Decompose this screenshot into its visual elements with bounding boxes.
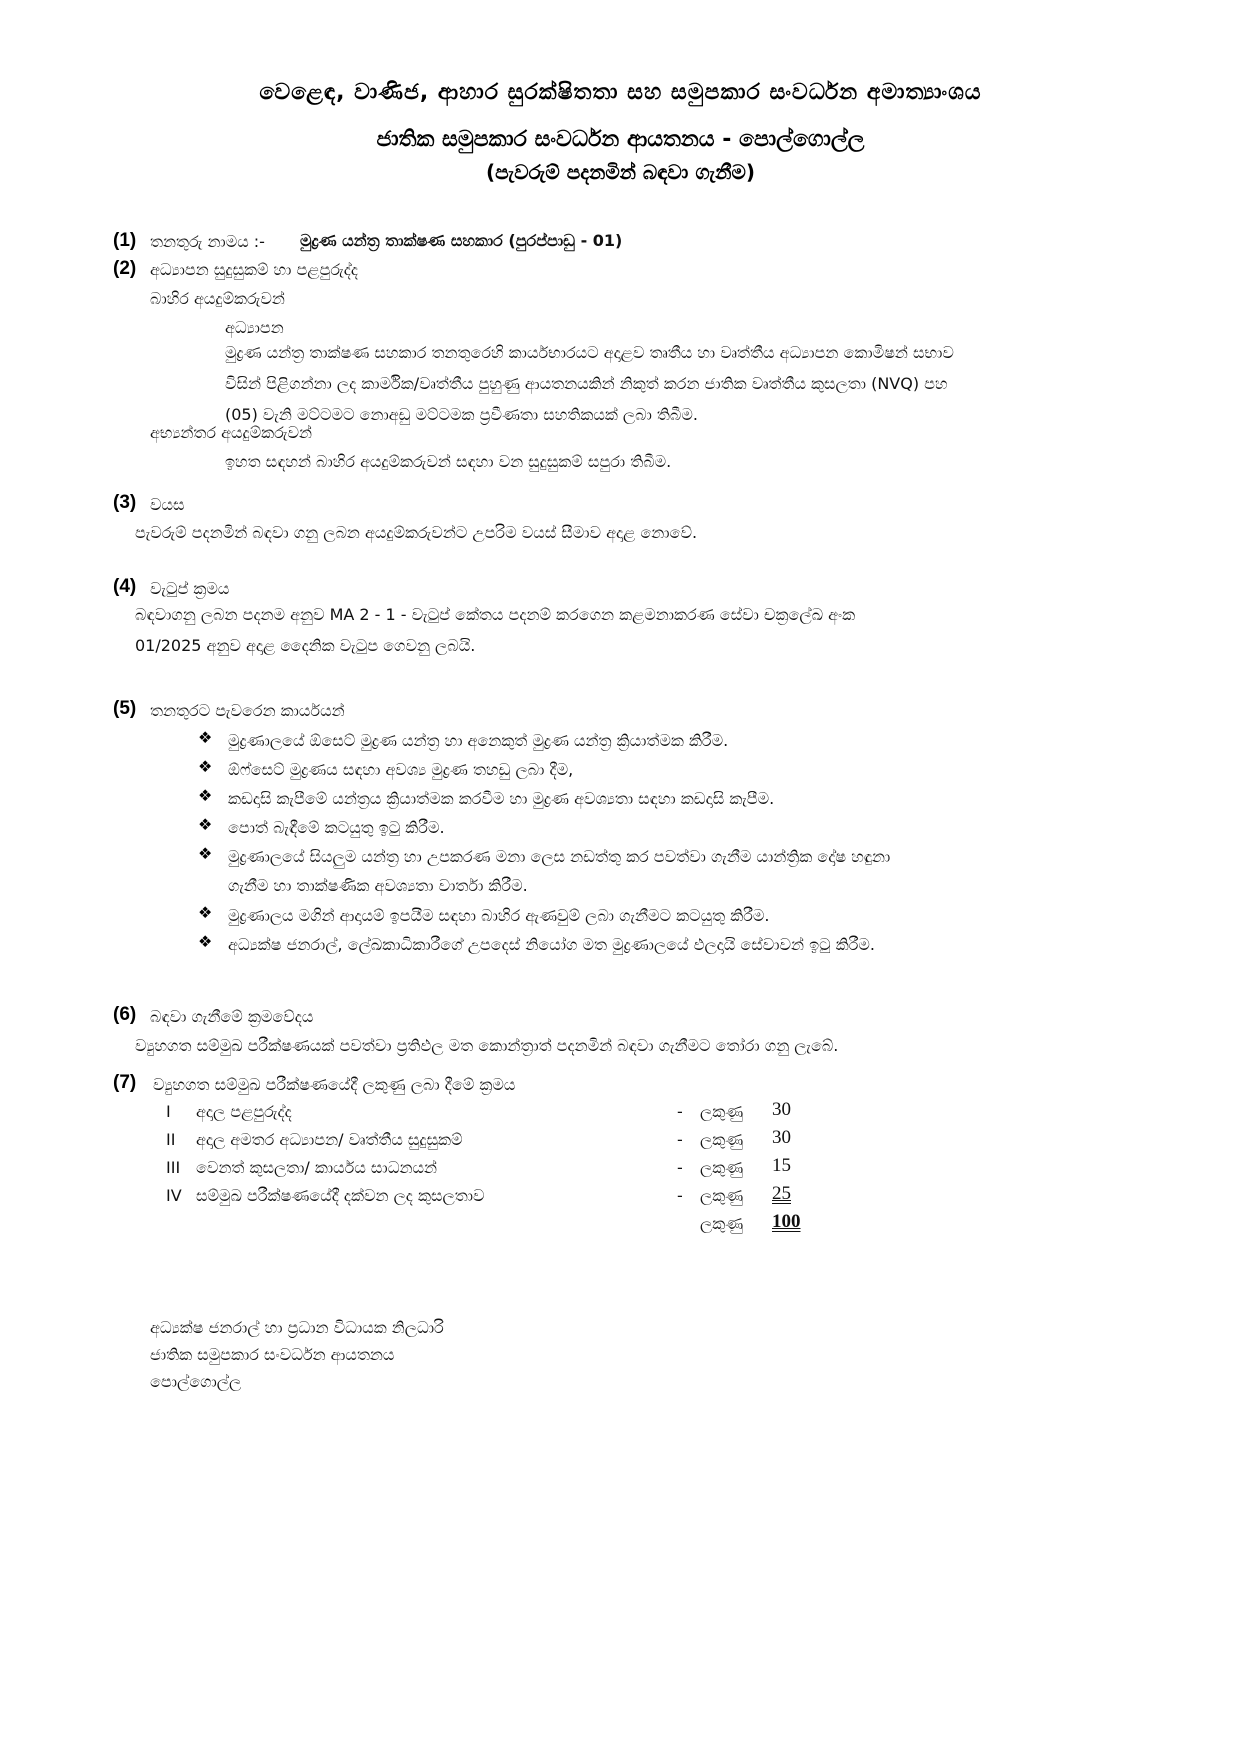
marks-unit: ලකුණු (700, 1186, 744, 1205)
ministry-title: වෙළෙඳ, වාණිජ, ආහාර සුරක්ෂිතතා සහ සමුපකාර සංවර්ධන අමාත්‍යාංශය (259, 80, 982, 105)
roman-numeral: IV (166, 1186, 182, 1205)
marks-value: 15 (772, 1155, 791, 1176)
roman-numeral: II (166, 1130, 176, 1149)
recruitment-subtitle: (පැවරුම් පදනමින් බඳවා ගැනීම) (485, 160, 755, 184)
external-qualification-text (225, 337, 954, 430)
section-number: (2) (113, 258, 137, 279)
marks-total: 100 (772, 1211, 801, 1232)
criterion: සම්මුඛ පරීක්ෂණයේදී දක්වන ලද කුසලතාව (196, 1186, 485, 1205)
marks-unit: ලකුණු (700, 1130, 744, 1149)
institute-title: ජාතික සමුපකාර සංවර්ධන ආයතනය - පොල්ගොල්ල (376, 127, 865, 152)
marks-value: 25 (772, 1183, 791, 1204)
post-name-value: මුද්‍රණ යන්ත්‍ර තාක්ෂණ සහකාර (පුරප්පාඩු - 01) (300, 231, 623, 250)
section-heading: බඳවා ගැනීමේ ක්‍රමවේදය (150, 1007, 314, 1026)
section-number: (6) (113, 1004, 137, 1025)
paragraph-line: විසින් පිළිගන්නා ලද කාර්මික/වෘත්තීය පුහුණු ආයතනයකින් නිකුත් කරන ජාතික වෘත්තීය කුසලතා (NVQ) පහ (225, 374, 948, 393)
signatory-institute: ජාතික සමුපකාර සංවර්ධන ආයතනය (150, 1345, 395, 1364)
paragraph-line: 01/2025 අනුව අදාළ දෛනික වැටුප ගෙවනු ලබයි. (135, 636, 476, 655)
section-heading: අධ්‍යාපන සුදුසුකම් හා පළපුරුද්ද (150, 260, 358, 279)
section-number: (7) (113, 1072, 137, 1093)
paragraph-line: බඳවාගනු ලබන පදනම අනුව MA 2 - 1 - වැටුප් කේතය පදනම් කරගෙන කළමනාකරණ සේවා චක්‍රලේඛ අංක (135, 605, 856, 624)
roman-numeral: I (166, 1102, 171, 1121)
dash: - (677, 1102, 683, 1121)
education-subheading: අධ්‍යාපන (225, 318, 284, 337)
section-heading: ව්‍යුහගත සම්මුඛ පරීක්ෂණයේදී ලකුණු ලබා දීමේ ක්‍රමය (153, 1075, 516, 1094)
section-heading: වයස (150, 495, 185, 514)
duty-item: අධ්‍යක්ෂ ජනරාල්, ලේඛකාධිකාරීගේ උපදෙස් නියෝග මත මුද්‍රණාලයේ ඵලදායි සේවාවන් ඉටු කිරීම. (228, 935, 875, 954)
diamond-bullet-icon: ❖ (198, 903, 213, 922)
duty-item: මුද්‍රණාලය මගින් ආදායම් ඉපයීම සඳහා බාහිර ඇණවුම් ලබා ගැනීමට කටයුතු කිරීම. (228, 906, 770, 925)
duty-item: මුද්‍රණාලයේ සියලුම යන්ත්‍ර හා උපකරණ මනා ලෙස නඩත්තු කර පවත්වා ගැනීම යාන්ත්‍රික දෝෂ හඳුනා (228, 847, 891, 866)
marks-value: 30 (772, 1127, 791, 1148)
duty-item: කඩදාසි කැපීමේ යන්ත්‍රය ක්‍රියාත්මක කරවීම හා මුද්‍රණ අවශ්‍යතා සඳහා කඩදාසි කැපීම. (228, 789, 775, 808)
marks-unit: ලකුණු (700, 1102, 744, 1121)
external-applicants-heading: බාහිර අයදුම්කරුවන් (150, 289, 285, 308)
marks-value: 30 (772, 1099, 791, 1120)
paragraph-line: මුද්‍රණ යන්ත්‍ර තාක්ෂණ සහකාර තනතුරෙහි කාර්යභාරයට අදාළව තෘතීය හා වෘත්තීය අධ්‍යාපන කොමිෂන් සභාව (225, 343, 954, 362)
dash: - (677, 1130, 683, 1149)
section-number: (1) (113, 230, 137, 251)
section-number: (4) (113, 576, 137, 597)
paragraph-line: (05) වැනි මට්ටමට නොඅඩු මට්ටමක ප්‍රවීණතා සහතිකයක් ලබා තිබීම. (225, 405, 698, 424)
diamond-bullet-icon: ❖ (198, 728, 213, 747)
recruitment-method-text: ව්‍යුහගත සම්මුඛ පරීක්ෂණයක් පවත්වා ප්‍රතිඵල මත කොන්ත්‍රාත් පදනමින් බඳවා ගැනීමට තෝරා ගනු ලැබේ. (135, 1036, 839, 1055)
dash: - (677, 1186, 683, 1205)
roman-numeral: III (166, 1158, 181, 1177)
diamond-bullet-icon: ❖ (198, 786, 213, 805)
internal-qualification-text: ඉහත සඳහන් බාහිර අයදුම්කරුවන් සඳහා වන සුදුසුකම් සපුරා තිබීම. (225, 452, 672, 471)
diamond-bullet-icon: ❖ (198, 844, 213, 863)
internal-applicants-heading: අභ්‍යන්තර අයදුම්කරුවන් (150, 423, 312, 442)
diamond-bullet-icon: ❖ (198, 757, 213, 776)
criterion: වෙනත් කුසලතා/ කාර්යය සාධනයන් (196, 1158, 438, 1177)
section-number: (5) (113, 698, 137, 719)
signatory-location: පොල්ගොල්ල (150, 1372, 242, 1391)
criterion: අදාල පළපුරුද්ද (196, 1102, 292, 1121)
signatory-title: අධ්‍යක්ෂ ජනරාල් හා ප්‍රධාන විධායක නිලධාරි (150, 1318, 444, 1337)
section-heading: තනතුරට පැවරෙන කාර්යයන් (150, 701, 345, 720)
marks-unit: ලකුණු (700, 1214, 744, 1233)
marks-unit: ලකුණු (700, 1158, 744, 1177)
diamond-bullet-icon: ❖ (198, 815, 213, 834)
section-heading: වැටුප් ක්‍රමය (150, 579, 230, 598)
duty-item-continuation: ගැනීම හා තාක්ෂණික අවශ්‍යතා වාර්තා කිරීම. (228, 876, 528, 895)
post-name-label: තනතුරු නාමය :- (150, 232, 265, 251)
dash: - (677, 1158, 683, 1177)
section-number: (3) (113, 492, 137, 513)
diamond-bullet-icon: ❖ (198, 932, 213, 951)
salary-text (135, 599, 855, 661)
duty-item: මුද්‍රණාලයේ ඕසෙට් මුද්‍රණ යන්ත්‍ර හා අනෙකුත් මුද්‍රණ යන්ත්‍ර ක්‍රියාත්මක කිරීම. (228, 731, 729, 750)
criterion: අදාල අමතර අධ්‍යාපන/ වෘත්තීය සුදුසුකම් (196, 1130, 463, 1149)
duty-item: පොත් බැඳීමේ කටයුතු ඉටු කිරීම. (228, 818, 445, 837)
duty-item: ඕෆ්සෙට් මුද්‍රණය සඳහා අවශ්‍ය මුද්‍රණ තහඩු ලබා දීම, (228, 760, 574, 779)
age-text: පැවරුම් පදනමින් බඳවා ගනු ලබන අයදුම්කරුවන්ට උපරිම වයස් සීමාව අදාළ නොවේ. (135, 523, 698, 542)
